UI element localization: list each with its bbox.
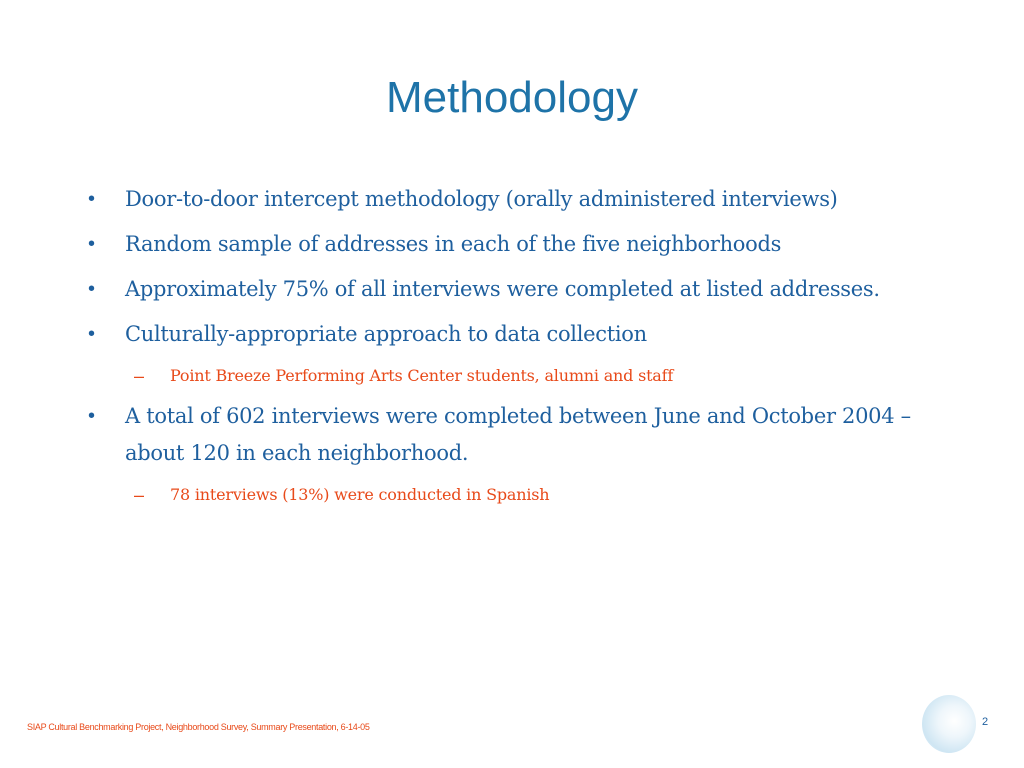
- sub-bullet-text: Point Breeze Performing Arts Center students, alumni and staff: [170, 366, 674, 385]
- page-number: 2: [982, 716, 989, 728]
- bullet-dot-icon: •: [88, 405, 95, 427]
- dash-icon: –: [134, 366, 144, 386]
- bullet-text: Culturally-appropriate approach to data collection: [125, 322, 647, 346]
- sub-bullet-item: [134, 364, 950, 388]
- bullet-item: [88, 226, 945, 263]
- bullet-item: [88, 398, 945, 472]
- bullet-dot-icon: •: [88, 278, 95, 300]
- bullet-dot-icon: •: [88, 233, 95, 255]
- bullet-item: [88, 271, 945, 308]
- bullet-text: Door-to-door intercept methodology (orally administered interviews): [125, 187, 838, 211]
- bullet-text: Random sample of addresses in each of the five neighborhoods: [125, 232, 782, 256]
- corner-orb-decoration: [922, 695, 976, 753]
- sub-bullet-item: [134, 483, 950, 507]
- bullet-text: A total of 602 interviews were completed between June and October 2004 – about 120 in each neighborhood.: [125, 404, 911, 465]
- sub-bullet-text: 78 interviews (13%) were conducted in Spanish: [170, 485, 550, 504]
- slide-title: Methodology: [386, 73, 638, 122]
- bullet-item: [88, 181, 945, 218]
- footer-text: SIAP Cultural Benchmarking Project, Neighborhood Survey, Summary Presentation, 6-14-05: [27, 722, 370, 732]
- dash-icon: –: [134, 485, 144, 505]
- bullet-text: Approximately 75% of all interviews were completed at listed addresses.: [125, 277, 880, 301]
- bullet-dot-icon: •: [88, 323, 95, 345]
- bullet-dot-icon: •: [88, 188, 95, 210]
- bullet-item: [88, 316, 945, 353]
